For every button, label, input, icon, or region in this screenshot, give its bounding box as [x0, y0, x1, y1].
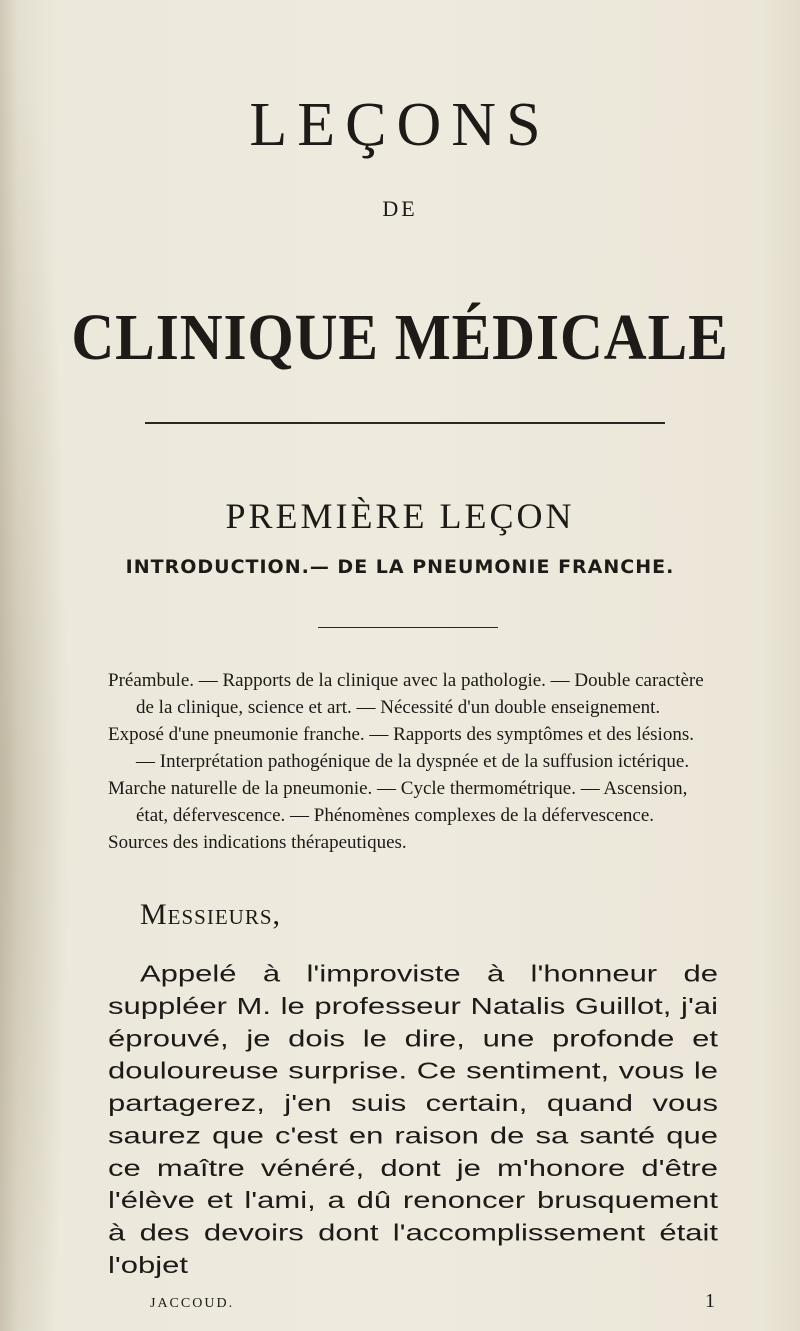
signature-mark: 1	[705, 1290, 715, 1312]
summary-item: Préambule. — Rapports de la clinique avec la pathologie. — Double caractère de la clinique, science et art. — Nécessité d'un double enseignement.	[108, 670, 704, 718]
body-paragraph: Appelé à l'improviste à l'honneur de suppléer M. le professeur Natalis Guillot, j'ai éprouvé, je dois le dire, une profonde et douloureuse surprise. Ce sentiment, vous le partagerez, j'en suis certain, quand vous saurez que c'est en raison de sa santé que ce maître vénéré, dont je m'honore d'être l'élève et l'ami, a dû renoncer brusquement à des devoirs dont l'accomplissement était l'objet	[108, 960, 718, 1279]
lesson-title: PREMIÈRE LEÇON	[225, 496, 575, 536]
summary-item: Marche naturelle de la pneumonie. — Cycle thermométrique. — Ascension, état, défervescence. — Phénomènes complexes de la défervescence.	[108, 778, 688, 826]
lesson-summary	[108, 667, 708, 856]
footer-author: JACCOUD.	[150, 1296, 235, 1311]
salutation: Messieurs,	[140, 898, 282, 931]
summary-item: Exposé d'une pneumonie franche. — Rapports des symptômes et des lésions. — Interprétation pathogénique de la dyspnée et de la suffusion ictérique.	[108, 724, 694, 772]
book-title: LEÇONS	[249, 91, 551, 159]
summary-item: Sources des indications thérapeutiques.	[108, 832, 407, 853]
title-connector: DE	[382, 196, 418, 221]
summary-divider	[318, 627, 498, 628]
book-main-title: CLINIQUE MÉDICALE	[71, 301, 729, 374]
title-divider	[145, 422, 665, 424]
lesson-subtitle: INTRODUCTION.— DE LA PNEUMONIE FRANCHE.	[125, 556, 675, 578]
